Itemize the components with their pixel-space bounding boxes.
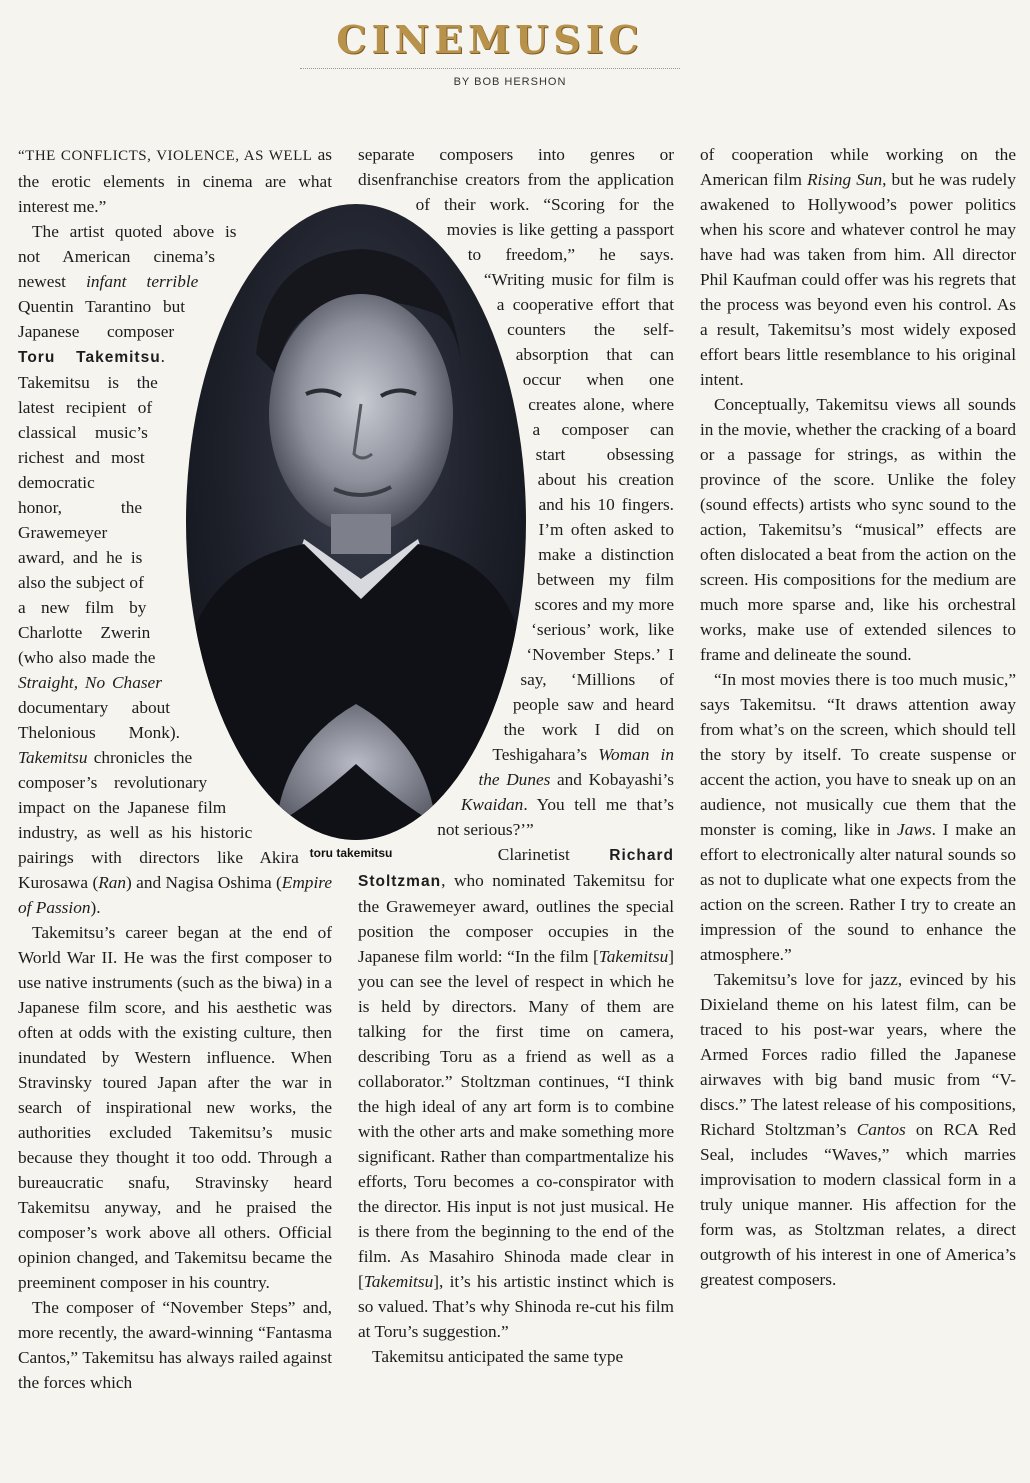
text-run: Quentin Tarantino but Japanese composer bbox=[18, 297, 186, 341]
text-run: separate composers into genres or disenfranchise creators from the application of their work. “Scoring for the movies is like getting a passport to freedom,” he says. “Writing music for film is a cooperative effort that counters the self-absorption that can occur when one creates alone, where a composer can start obsessing about his creation and his 10 fingers. I’m often asked to make a distinction between my film scores and my more ‘serious’ work, like ‘November Steps.’ I say, ‘Millions of people saw and heard the work I did on Teshigahara’s bbox=[358, 145, 674, 764]
text-run: . I make an effort to electronically alter natural sounds so as not to duplicate what one expects from the action on the screen. Rather I try to create an impression of the sound to enhance the atmosphere.” bbox=[700, 820, 1016, 964]
text-run: , but he was rudely awakened to Hollywood’s power politics when his score and whatever control he may have had was taken from him. All director Phil Kaufman could offer was his regrets that the process was beyond even his control. As a result, Takemitsu’s most widely exposed effort bears little resemblance to his original intent. bbox=[700, 170, 1016, 389]
text-run: ) and Nagisa Oshima ( bbox=[126, 873, 282, 892]
italic-text: infant terrible bbox=[86, 272, 199, 291]
byline: BY BOB HERSHON bbox=[453, 76, 567, 88]
italic-text: Rising Sun bbox=[807, 170, 883, 189]
photo-caption: toru takemitsu bbox=[309, 846, 393, 860]
text-run: Clarinetist bbox=[497, 845, 610, 864]
italic-text: Takemitsu bbox=[18, 748, 88, 767]
portrait-photo bbox=[186, 204, 526, 840]
text-run: and Kobayashi’s bbox=[550, 770, 675, 789]
paragraph: Takemitsu’s career began at the end of World War II. He was the first composer to use native instruments (such as the biwa) in a Japanese film score, and his aesthetic was often at odds with the existing culture, then inundated by Western influence. When Stravinsky toured Japan after the war in search of inspirational new works, the authorities excluded Takemitsu’s music because they thought it too odd. Through a bureaucratic snafu, Stravinsky heard Takemitsu anyway, and he praised the composer’s work above all others. Official opinion changed, and Takemitsu became the preeminent composer in his country. bbox=[18, 923, 332, 1292]
paragraph: Conceptually, Takemitsu views all sounds in the movie, whether the cracking of a board or a passage for strings, as within the province of the score. Unlike the foley (sound effects) artists who sync sound to the action, Takemitsu’s “musical” effects are often dislocated a beat from the action on the screen. His compositions for the medium are much more sparse and, like his orchestral works, make use of extended silences to frame and delineate the sound. bbox=[700, 395, 1016, 664]
column-title: CINEMUSIC bbox=[336, 17, 644, 62]
italic-text: Ran bbox=[98, 873, 127, 892]
text-run: Takemitsu’s love for jazz, evinced by his Dixieland theme on his latest film, can be traced to his post-war years, where the Armed Forces radio filled the Japanese airwaves with big band music from “V-discs.” The latest release of his compositions, Richard Stoltzman’s bbox=[700, 970, 1016, 1139]
italic-text: Straight, No Chaser bbox=[18, 673, 162, 692]
bold-name: Toru Takemitsu bbox=[18, 349, 161, 366]
lead-in: “THE CONFLICTS, VIOLENCE, AS WELL bbox=[18, 148, 313, 164]
italic-text: Kwaidan bbox=[460, 795, 524, 814]
italic-text: Cantos bbox=[856, 1120, 906, 1139]
text-run: ). bbox=[90, 898, 101, 917]
text-run: . You tell me that’s not serious?’” bbox=[437, 795, 674, 839]
paragraph bbox=[700, 667, 1016, 967]
text-run: “In most movies there is too much music,” says Takemitsu. “It draws attention away from what’s on the screen, which should tell the story by itself. To create suspense or accent the action, you have to sneak up on an audience, not musically cue them that the monster is coming, like in bbox=[700, 670, 1016, 839]
text-run: . Takemitsu is the latest recipient of classical music’s richest and most democratic honor, the Grawemeyer award, and he is also the subject of a new film by Charlotte Zwerin (who also made the bbox=[18, 347, 165, 667]
italic-text: Takemitsu bbox=[363, 1272, 434, 1291]
text-run: as the erotic elements in cinema are what interest me.” bbox=[18, 145, 332, 216]
text-run: of cooperation while working on the American film bbox=[700, 145, 1016, 189]
text-run: ], it’s his artistic instinct which is so valued. That’s why Shinoda re-cut his film at Toru’s suggestion.” bbox=[358, 1272, 674, 1341]
text-run: documentary about Thelonious Monk). bbox=[18, 698, 180, 742]
paragraph bbox=[358, 842, 674, 1344]
italic-text: Woman in the Dunes bbox=[478, 745, 674, 789]
paragraph bbox=[700, 142, 1016, 392]
text-run: , who nominated Takemitsu for the Grawemeyer award, outlines the special position the composer occupies in the Japanese film world: “In the film [ bbox=[358, 871, 674, 966]
title-rule bbox=[300, 68, 680, 69]
text-run: chronicles the composer’s revolutionary impact on the Japanese film industry, as well as his historic pairings with directors like Akira Kurosawa ( bbox=[18, 748, 299, 892]
text-run: The artist quoted above is not American cinema’s newest bbox=[18, 222, 237, 291]
bold-name: Richard Stoltzman bbox=[358, 847, 674, 890]
paragraph bbox=[700, 967, 1016, 1292]
text-run: ] you can see the level of respect in which he is held by directors. Many of them are talking for the first time on camera, describing Toru as a friend as well as a collaborator.” Stoltzman continues, “I think the high ideal of any art form is to combine with the other arts and make something more significant. Rather than compartmentalize his efforts, Toru becomes a co-conspirator with the director. His input is not just musical. He is there from the beginning to the end of the film. As Masahiro Shinoda made clear in [ bbox=[358, 947, 674, 1291]
paragraph: The composer of “November Steps” and, more recently, the award-winning “Fantasma Cantos,” Takemitsu has always railed against the forces which bbox=[18, 1298, 332, 1392]
article-column-3 bbox=[700, 142, 1016, 1292]
masthead bbox=[300, 18, 680, 69]
text-run: on RCA Red Seal, includes “Waves,” which marries improvisation to modern classical form in a truly unique manner. His affection for the form was, as Stoltzman relates, a direct outgrowth of his interest in one of America’s greatest composers. bbox=[700, 1120, 1016, 1289]
italic-text: Takemitsu bbox=[598, 947, 669, 966]
italic-text: Jaws bbox=[897, 820, 932, 839]
portrait-illustration bbox=[186, 204, 526, 840]
neck-shape bbox=[331, 514, 391, 554]
italic-text: Empire of Passion bbox=[18, 873, 332, 917]
paragraph: Takemitsu anticipated the same type bbox=[372, 1347, 624, 1366]
